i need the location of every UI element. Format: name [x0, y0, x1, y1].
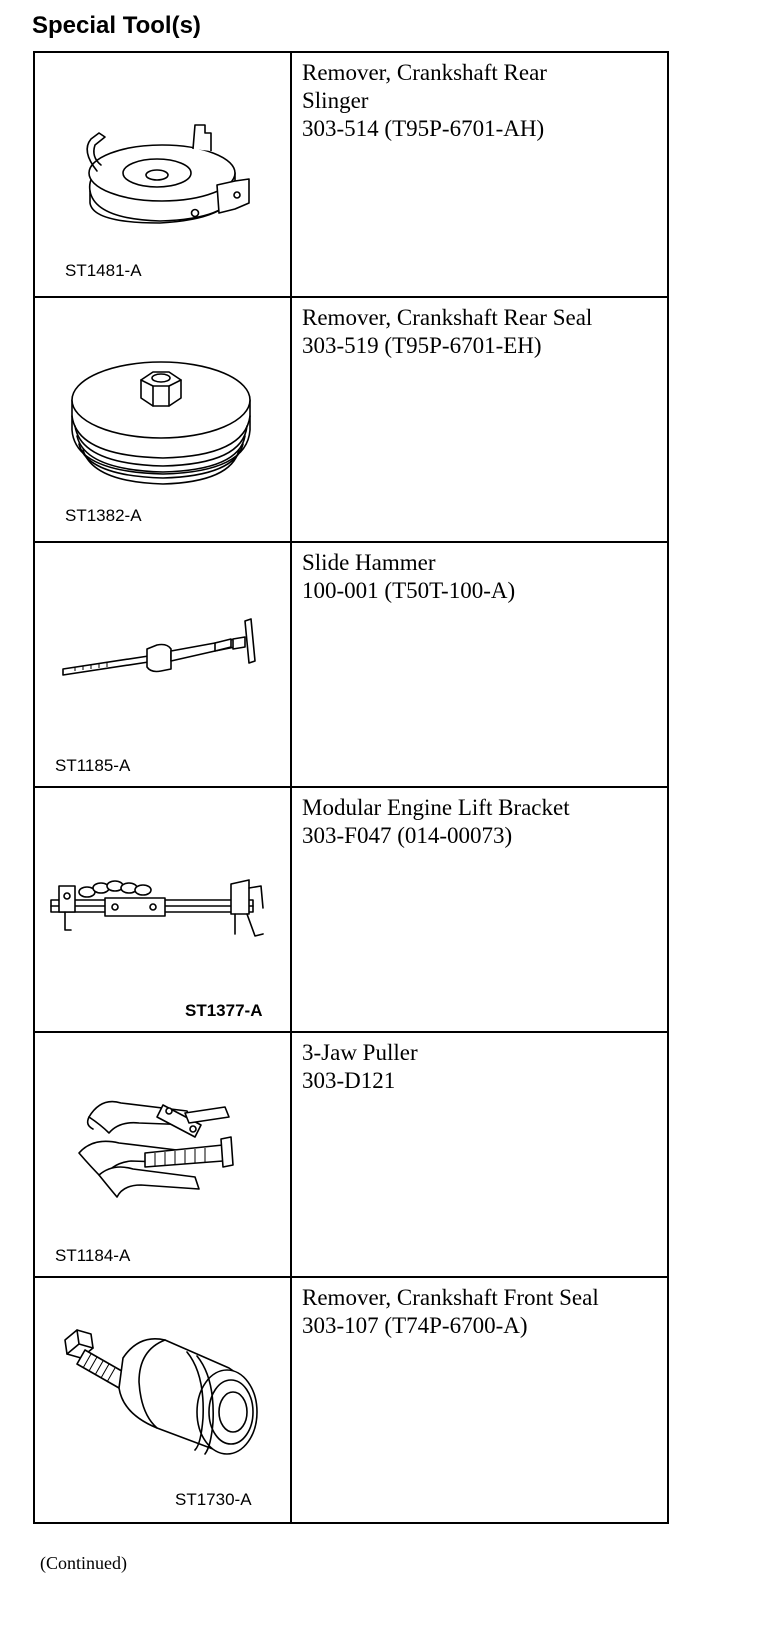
slide-hammer-illustration	[35, 543, 290, 786]
tool-image-cell	[35, 1278, 292, 1522]
tool-description	[292, 1033, 667, 1276]
art-code: ST1377-A	[185, 1001, 263, 1020]
tool-description	[292, 298, 667, 541]
tool-image-cell	[35, 1033, 292, 1276]
tool-row	[35, 1033, 667, 1278]
tool-name: Remover, Crankshaft Rear Seal	[302, 305, 593, 330]
tool-part-number: 303-107 (T74P-6700-A)	[302, 1313, 528, 1338]
tool-row	[35, 1278, 667, 1522]
tool-row	[35, 543, 667, 788]
three-jaw-puller-illustration	[35, 1033, 290, 1276]
crankshaft-rear-slinger-remover-illustration	[35, 53, 290, 296]
tool-part-number: 303-519 (T95P-6701-EH)	[302, 333, 542, 358]
tool-row	[35, 298, 667, 543]
art-code: ST1382-A	[65, 506, 142, 525]
page-title: Special Tool(s)	[32, 12, 201, 39]
tool-name: 3-Jaw Puller	[302, 1040, 418, 1065]
art-code: ST1185-A	[55, 756, 131, 775]
special-tools-table	[33, 51, 669, 1524]
tool-name: Slinger	[302, 88, 369, 113]
tool-image-cell	[35, 788, 292, 1031]
art-code: ST1730-A	[175, 1490, 252, 1509]
tool-row	[35, 53, 667, 298]
tool-description	[292, 788, 667, 1031]
tool-description	[292, 1278, 667, 1522]
crankshaft-rear-seal-remover-illustration	[35, 298, 290, 541]
tool-name: Modular Engine Lift Bracket	[302, 795, 570, 820]
tool-image-cell	[35, 53, 292, 296]
tool-description	[292, 543, 667, 786]
tool-name: Remover, Crankshaft Rear	[302, 60, 547, 85]
art-code: ST1481-A	[65, 261, 142, 280]
tool-part-number: 100-001 (T50T-100-A)	[302, 578, 516, 603]
tool-part-number: 303-F047 (014-00073)	[302, 823, 513, 848]
tool-image-cell	[35, 543, 292, 786]
tool-name: Remover, Crankshaft Front Seal	[302, 1285, 599, 1310]
tool-name: Slide Hammer	[302, 550, 436, 575]
tool-image-cell	[35, 298, 292, 541]
tool-part-number: 303-D121	[302, 1068, 396, 1093]
crankshaft-front-seal-remover-illustration	[35, 1278, 290, 1521]
tool-part-number: 303-514 (T95P-6701-AH)	[302, 116, 545, 141]
art-code: ST1184-A	[55, 1246, 131, 1265]
engine-lift-bracket-illustration	[35, 788, 290, 1031]
continued-note: (Continued)	[40, 1553, 127, 1573]
tool-description	[292, 53, 667, 296]
tool-row	[35, 788, 667, 1033]
